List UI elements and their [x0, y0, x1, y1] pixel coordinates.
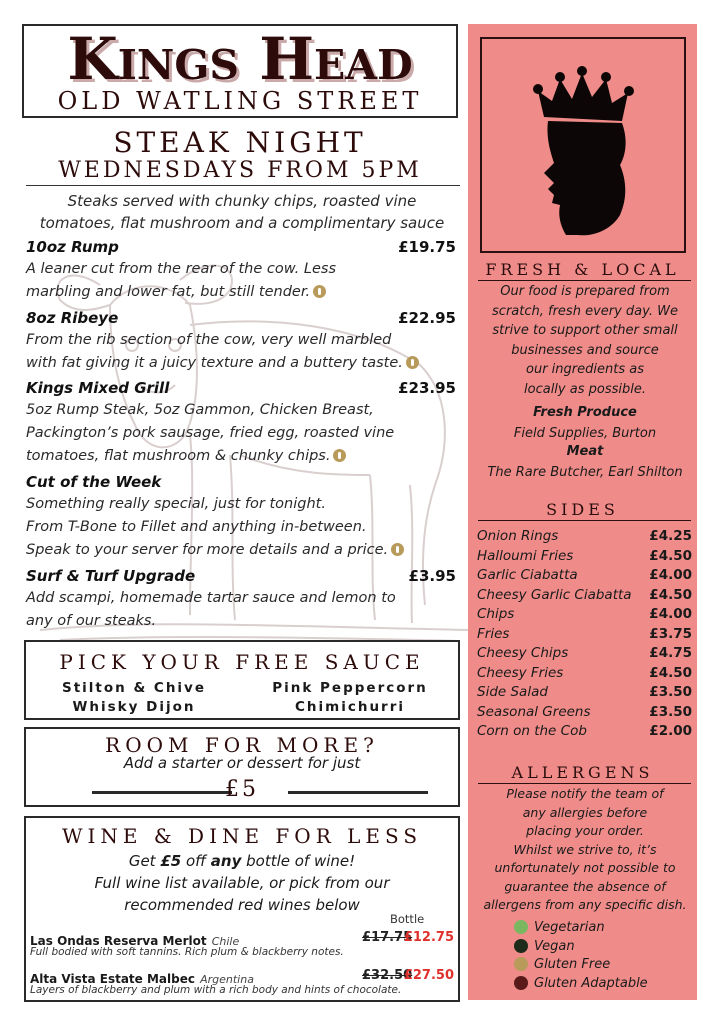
side-item: Onion Rings £4.25	[477, 528, 692, 544]
produce-supplier: Field Supplies, Burton	[513, 426, 657, 441]
wine-old-price: £32.50	[362, 968, 413, 983]
pub-street: OLD WATLING STREET	[57, 87, 423, 115]
menu-item	[26, 567, 456, 633]
legend-item: Vegetarian	[514, 919, 648, 938]
item-name: Kings Mixed Grill	[26, 379, 170, 397]
room-for-more-box	[24, 727, 460, 807]
intro-line: Steaks served with chunky chips, roasted vine	[67, 192, 417, 210]
wine-name: Alta Vista Estate Malbec	[30, 972, 195, 986]
wine-box	[24, 816, 460, 1002]
wine-new-price: £12.75	[403, 930, 454, 945]
legend-item: Gluten Free	[514, 956, 648, 975]
room-title: ROOM FOR MORE?	[105, 733, 379, 757]
sauce-option: Chimichurri	[294, 699, 405, 715]
wine-item	[30, 968, 454, 996]
menu-item	[26, 309, 456, 375]
menu-item	[26, 473, 456, 562]
sauce-box	[24, 640, 460, 720]
item-price: £22.95	[398, 309, 456, 327]
sauce-option: Pink Peppercorn	[272, 680, 428, 696]
wine-item	[30, 930, 454, 958]
produce-label: Fresh Produce	[533, 405, 637, 420]
gluten-free-icon	[406, 356, 419, 369]
king-head-logo	[482, 39, 684, 251]
item-description: A leaner cut from the rear of the cow. Less marbling and lower fat, but still tender.	[26, 261, 337, 300]
room-subtitle: Add a starter or dessert for just	[123, 754, 361, 772]
meat-label: Meat	[566, 444, 604, 459]
sides-title: SIDES	[546, 500, 619, 519]
divider	[478, 783, 691, 784]
vegetarian-icon	[514, 920, 528, 934]
wine-title: WINE & DINE FOR LESS	[61, 824, 423, 848]
gluten-free-icon	[313, 285, 326, 298]
divider	[288, 791, 428, 794]
allergens-text: Please notify the team of any allergies before placing your order. Whilst we strive to, it’s unfortunately not possible to guarantee the absence of allergens from any specific dish.	[483, 786, 687, 912]
legend-item: Vegan	[514, 938, 648, 957]
intro-line: tomatoes, flat mushroom and a complimentary sauce	[39, 214, 445, 232]
bottle-label: Bottle	[390, 912, 425, 926]
logo-box	[480, 37, 686, 253]
wine-name: Las Ondas Reserva Merlot	[30, 934, 207, 948]
item-price: £23.95	[398, 379, 456, 397]
gluten-adaptable-icon	[514, 976, 528, 990]
side-item: Garlic Ciabatta £4.00	[477, 567, 692, 583]
side-item: Side Salad £3.50	[477, 684, 692, 700]
room-price: £5	[225, 777, 259, 802]
item-description: 5oz Rump Steak, 5oz Gammon, Chicken Breast, Packington’s pork sausage, fried egg, roasted vine tomatoes, flat mushroom & chunky chips.	[26, 402, 395, 464]
side-item: Halloumi Fries £4.50	[477, 547, 692, 564]
fresh-local-text: Our food is prepared from scratch, fresh every day. We strive to support other small businesses and source our ingredients as locally as possible.	[492, 284, 678, 397]
item-price: £19.75	[398, 238, 456, 256]
wine-note: Layers of blackberry and plum with a rich body and hints of chocolate.	[30, 984, 402, 996]
side-item: Cheesy Fries £4.50	[477, 664, 692, 681]
item-name: Surf & Turf Upgrade	[26, 567, 196, 585]
wine-origin: Argentina	[200, 973, 254, 986]
sauce-option: Whisky Dijon	[72, 699, 196, 715]
menu-item	[26, 238, 456, 304]
side-item: Cheesy Chips £4.75	[477, 645, 692, 661]
item-name: 10oz Rump	[26, 238, 119, 256]
fresh-local-title: FRESH & LOCAL	[485, 260, 680, 279]
side-item: Seasonal Greens £3.50	[477, 703, 692, 720]
gluten-free-icon	[391, 543, 404, 556]
side-item: Corn on the Cob £2.00	[477, 723, 692, 739]
wine-origin: Chile	[211, 935, 240, 948]
gluten-free-icon	[333, 449, 346, 462]
item-description: Something really special, just for tonight. From T-Bone to Fillet and anything in-between. Speak to your server for more details and a price.	[26, 493, 456, 562]
item-name: Cut of the Week	[26, 473, 162, 491]
gluten-free-icon	[514, 957, 528, 971]
vegan-icon	[514, 939, 528, 953]
wine-old-price: £17.75	[362, 930, 413, 945]
pub-name: Kings Head	[67, 25, 413, 93]
divider	[26, 185, 460, 186]
divider	[478, 280, 691, 281]
side-item: Chips £4.00	[477, 606, 692, 622]
wine-note: Full bodied with soft tannins. Rich plum & blackberry notes.	[30, 946, 344, 958]
sauce-title: PICK YOUR FREE SAUCE	[59, 650, 425, 674]
meat-supplier: The Rare Butcher, Earl Shilton	[487, 465, 683, 480]
steak-night-subtitle: WEDNESDAYS FROM 5PM	[58, 158, 422, 183]
sauce-option: Stilton & Chive	[61, 680, 207, 696]
divider	[478, 520, 691, 521]
steak-night-title: STEAK NIGHT	[113, 126, 367, 159]
item-price: £3.95	[408, 567, 456, 585]
side-item: Fries £3.75	[477, 625, 692, 642]
side-item: Cheesy Garlic Ciabatta £4.50	[477, 586, 692, 603]
allergen-legend	[514, 919, 648, 993]
title-box	[22, 24, 458, 118]
menu-item	[26, 379, 456, 468]
item-name: 8oz Ribeye	[26, 309, 119, 327]
item-description: From the rib section of the cow, very well marbled with fat giving it a juicy texture and a buttery taste.	[26, 329, 456, 375]
wine-offer: Get £5 off any bottle of wine! Full wine list available, or pick from our recommended red wines below	[94, 852, 390, 914]
wine-new-price: £27.50	[403, 968, 454, 983]
legend-item: Gluten Adaptable	[514, 975, 648, 994]
item-description: Add scampi, homemade tartar sauce and lemon to any of our steaks.	[26, 590, 396, 629]
allergens-title: ALLERGENS	[511, 763, 654, 782]
